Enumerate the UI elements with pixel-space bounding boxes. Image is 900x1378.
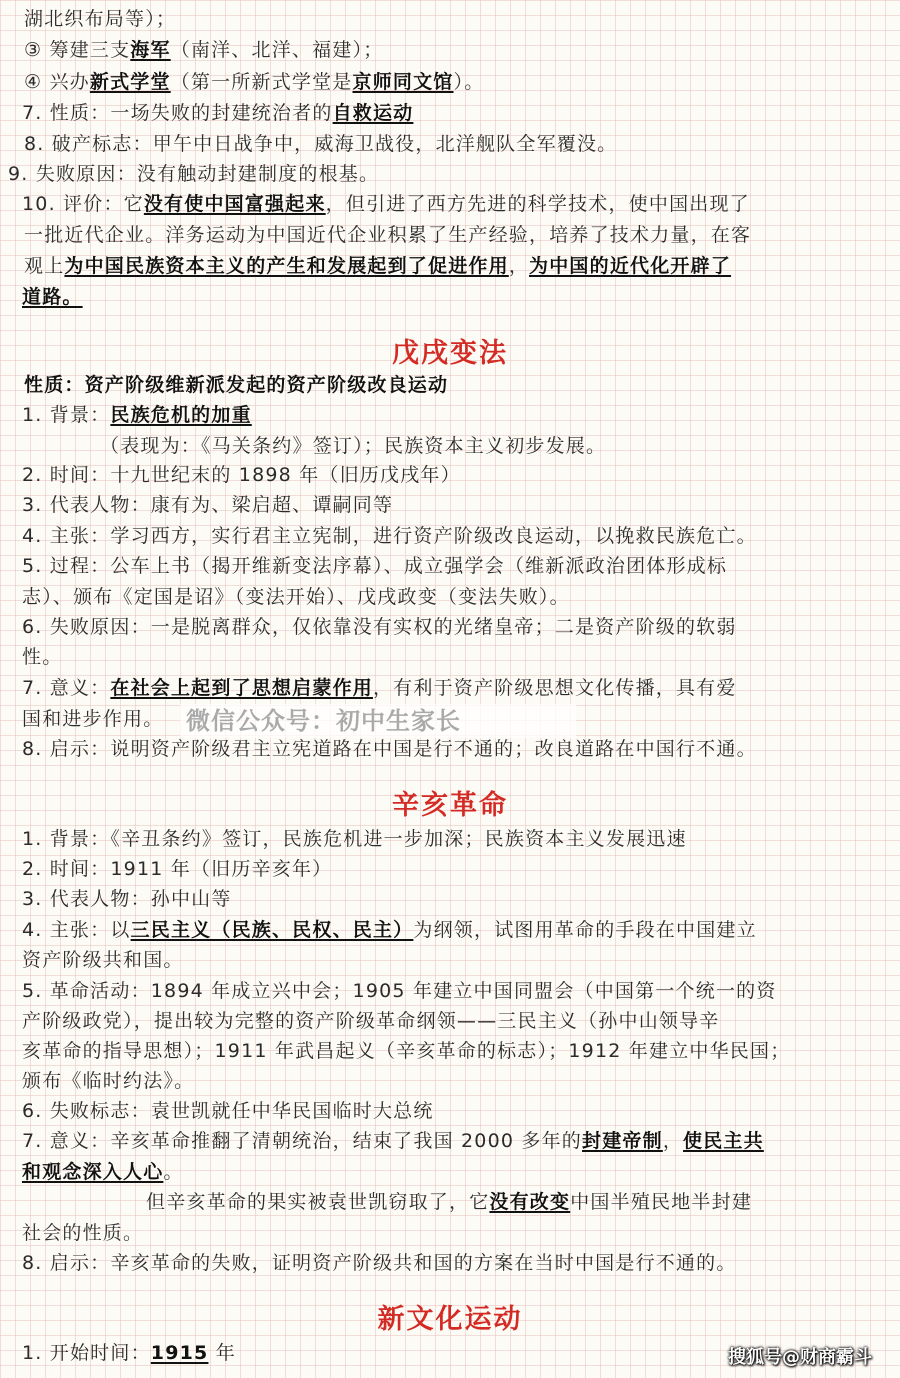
text-line: 7. 意义：辛亥革命推翻了清朝统治，结束了我国 2000 多年的封建帝制，使民主共 [22, 1130, 764, 1152]
section-heading-xinwenhua: 新文化运动 [377, 1304, 523, 1335]
key-term: 1915 [150, 1342, 209, 1364]
text-line: 但辛亥革命的果实被袁世凯窃取了，它没有改变中国半殖民地半封建 [146, 1191, 753, 1213]
key-term: 自救运动 [332, 102, 414, 124]
text-line: 一批近代企业。洋务运动为中国近代企业积累了生产经验，培养了技术力量，在客 [24, 224, 752, 246]
text-line: 7. 意义：在社会上起到了思想启蒙作用，有利于资产阶级思想文化传播，具有爱 [22, 677, 737, 699]
key-term: 海军 [130, 39, 171, 61]
text-line: （表现为：《马关条约》签订）；民族资本主义初步发展。 [100, 435, 607, 457]
text-line: 湖北织布局等）； [24, 8, 177, 30]
text-line: 5. 过程：公车上书（揭开维新变法序幕）、成立强学会（维新派政治团体形成标 [22, 555, 728, 577]
key-term: 使民主共 [683, 1130, 764, 1152]
key-term: 为中国的近代化开辟了 [529, 255, 732, 277]
text-line: 6. 失败标志：袁世凯就任中华民国临时大总统 [22, 1100, 434, 1122]
text-line: 1. 背景：《辛丑条约》签订，民族危机进一步加深；民族资本主义发展迅速 [22, 828, 687, 850]
text-line: 国和进步作用。 [22, 708, 164, 730]
text-line: 资产阶级共和国。 [22, 949, 184, 971]
text-line: 3. 代表人物：康有为、梁启超、谭嗣同等 [22, 494, 394, 516]
key-term: 封建帝制 [582, 1130, 663, 1152]
nature-line: 性质：资产阶级维新派发起的资产阶级改良运动 [24, 374, 449, 396]
key-term: 没有改变 [489, 1191, 571, 1213]
key-term: 民族危机的加重 [110, 404, 252, 426]
text-line: 社会的性质。 [22, 1222, 144, 1244]
text-line: 4. 主张：学习西方，实行君主立宪制，进行资产阶级改良运动，以挽救民族危亡。 [22, 525, 757, 547]
text-line: 2. 时间：十九世纪末的 1898 年（旧历戊戌年） [22, 464, 461, 486]
text-line: 4. 主张：以三民主义（民族、民权、民主）为纲领，试图用革命的手段在中国建立 [22, 919, 757, 941]
watermark-wechat: 微信公众号：初中生家长 [180, 704, 576, 738]
text-line: 5. 革命活动：1894 年成立兴中会；1905 年建立中国同盟会（中国第一个统一的资 [22, 980, 777, 1002]
text-line: 8. 启示：说明资产阶级君主立宪道路在中国是行不通的；改良道路在中国行不通。 [22, 738, 757, 760]
text-line [22, 282, 900, 312]
section-heading-wuxu: 戊戌变法 [392, 338, 508, 369]
key-term: 京师同文馆 [352, 71, 454, 93]
text-line: 8. 破产标志：甲午中日战争中，威海卫战役，北洋舰队全军覆没。 [24, 133, 618, 155]
text-line: 亥革命的指导思想）；1911 年武昌起义（辛亥革命的标志）；1912 年建立中华民国； [22, 1040, 791, 1062]
text-line: 7. 性质：一场失败的封建统治者的自救运动 [22, 102, 414, 124]
text-line: 8. 启示：辛亥革命的失败，证明资产阶级共和国的方案在当时中国是行不通的。 [22, 1252, 737, 1274]
text-line: 产阶级政党），提出较为完整的资产阶级革命纲领——三民主义（孙中山领导辛 [22, 1010, 720, 1032]
text-line: 志）、颁布《定国是诏》（变法开始）、戊戌政变（变法失败）。 [22, 586, 570, 608]
key-term: 新式学堂 [89, 71, 171, 93]
text-line: 观上为中国民族资本主义的产生和发展起到了促进作用，为中国的近代化开辟了 [24, 255, 732, 277]
text-line: ③ 筹建三支海军（南洋、北洋、福建）； [24, 39, 384, 61]
text-line: 9. 失败原因：没有触动封建制度的根基。 [8, 163, 380, 185]
text-line: 颁布《临时约法》。 [22, 1070, 195, 1092]
key-term: 道路。 [22, 286, 83, 308]
text-line: 10. 评价：它没有使中国富强起来，但引进了西方先进的科学技术，使中国出现了 [22, 193, 750, 215]
text-line: ④ 兴办新式学堂（第一所新式学堂是京师同文馆）。 [24, 71, 485, 93]
text-line: 1. 背景：民族危机的加重 [22, 404, 252, 426]
key-term: 三民主义（民族、民权、民主） [130, 919, 414, 941]
text-line: 6. 失败原因：一是脱离群众，仅依靠没有实权的光绪皇帝；二是资产阶级的软弱 [22, 616, 737, 638]
key-term: 没有使中国富强起来 [143, 193, 326, 215]
text-line: 3. 代表人物：孙中山等 [22, 888, 232, 910]
text-line: 性。 [22, 646, 63, 668]
text-line: 和观念深入人心。 [22, 1161, 184, 1183]
text-line [24, 370, 900, 400]
section-heading-xinhai: 辛亥革命 [392, 790, 508, 821]
key-term: 为中国民族资本主义的产生和发展起到了促进作用 [64, 255, 509, 277]
text-line: 1. 开始时间：1915 年 [22, 1342, 236, 1364]
key-term: 和观念深入人心 [22, 1161, 164, 1183]
source-watermark: 搜狐号@财商霸斗 [728, 1347, 872, 1368]
key-term: 在社会上起到了思想启蒙作用 [110, 677, 373, 699]
text-line: 2. 时间：1911 年（旧历辛亥年） [22, 858, 333, 880]
